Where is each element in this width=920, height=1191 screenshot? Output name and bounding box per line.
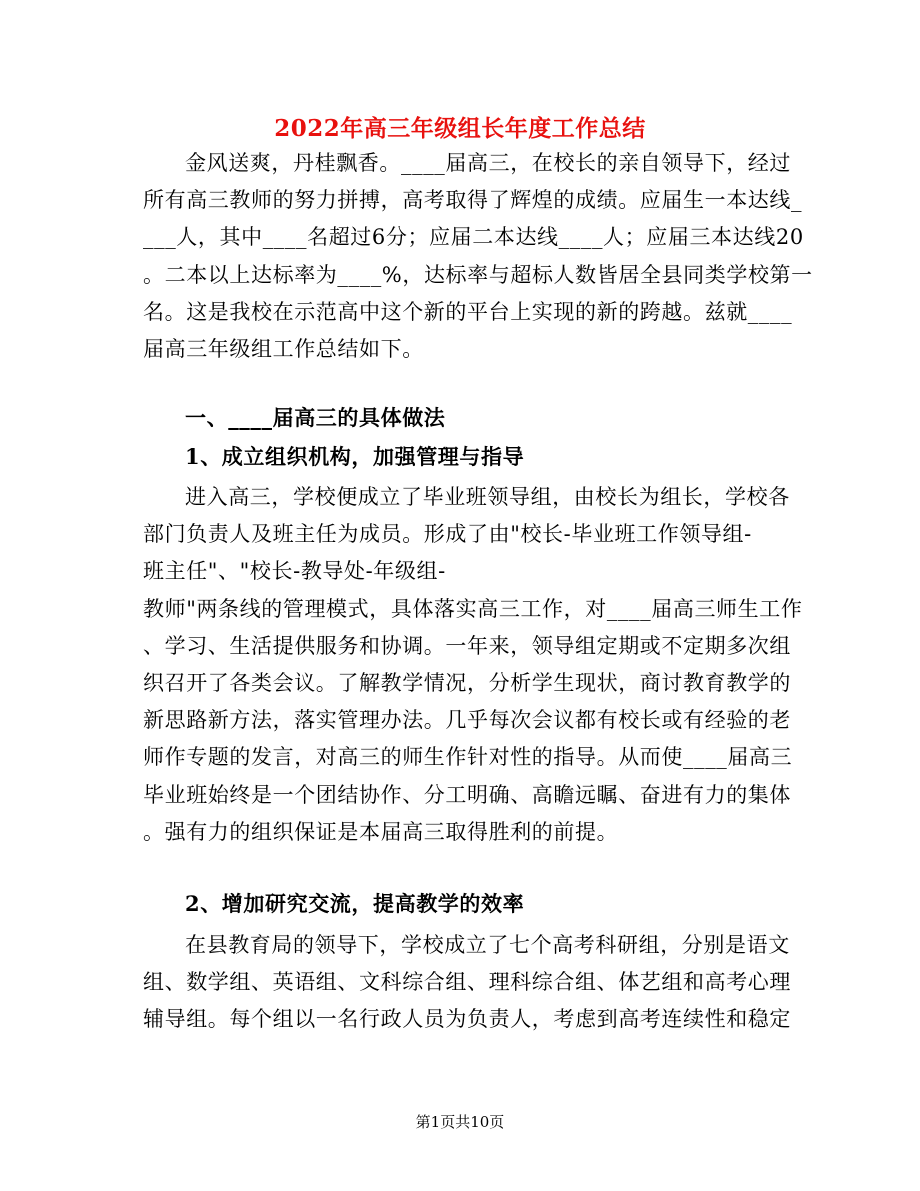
intro-line: 届高三年级组工作总结如下。 xyxy=(143,337,424,362)
body-line: 组、数学组、英语组、文科综合组、理科综合组、体艺组和高考心理 xyxy=(143,970,791,995)
subsection-1-paragraph xyxy=(143,479,803,851)
intro-line: 金风送爽，丹桂飘香。____届高三，在校长的亲自领导下，经过 xyxy=(185,151,791,175)
intro-paragraph xyxy=(143,145,813,368)
intro-line: 所有高三教师的努力拼搏，高考取得了辉煌的成绩。应届生一本达线_ xyxy=(143,188,803,213)
body-line: 在县教育局的领导下，学校成立了七个高考科研组，分别是语文 xyxy=(185,933,790,957)
intro-line: 名。这是我校在示范高中这个新的平台上实现的新的跨越。兹就____ xyxy=(143,299,793,324)
body-line: 进入高三，学校便成立了毕业班领导组，由校长为组长，学校各 xyxy=(185,485,790,509)
body-line: 部门负责人及班主任为成员。形成了由"校长-毕业班工作领导组- xyxy=(143,522,752,547)
document-title: 2022年高三年级组长年度工作总结 xyxy=(274,115,646,142)
body-line: 毕业班始终是一个团结协作、分工明确、高瞻远瞩、奋进有力的集体 xyxy=(143,782,791,807)
body-line: 、学习、生活提供服务和协调。一年来，领导组定期或不定期多次组 xyxy=(143,633,791,658)
body-line: 。强有力的组织保证是本届高三取得胜利的前提。 xyxy=(143,819,619,844)
intro-line: 。二本以上达标率为____%，达标率与超标人数皆居全县同类学校第一 xyxy=(143,262,813,287)
subsection-2-paragraph xyxy=(143,927,791,1039)
subsection-heading-1: 1、成立组织机构，加强管理与指导 xyxy=(185,444,525,469)
body-line: 教师"两条线的管理模式，具体落实高三工作，对____届高三师生工作 xyxy=(143,596,803,621)
body-line: 师作专题的发言，对高三的师生作针对性的指导。从而使____届高三 xyxy=(143,745,793,770)
page-indicator: 第1页共10页 xyxy=(415,1113,505,1131)
section-heading-1: 一、____届高三的具体做法 xyxy=(185,405,446,430)
body-line: 班主任"、"校长-教导处-年级组- xyxy=(143,559,446,584)
subsection-heading-2: 2、增加研究交流，提高教学的效率 xyxy=(185,891,525,916)
body-line: 织召开了各类会议。了解教学情况，分析学生现状，商讨教育教学的 xyxy=(143,671,791,696)
body-line: 辅导组。每个组以一名行政人员为负责人，考虑到高考连续性和稳定 xyxy=(143,1007,791,1032)
body-line: 新思路新方法，落实管理办法。几乎每次会议都有校长或有经验的老 xyxy=(143,708,791,733)
intro-line: ___人，其中____名超过6分；应届二本达线____人；应届三本达线20 xyxy=(143,225,804,250)
